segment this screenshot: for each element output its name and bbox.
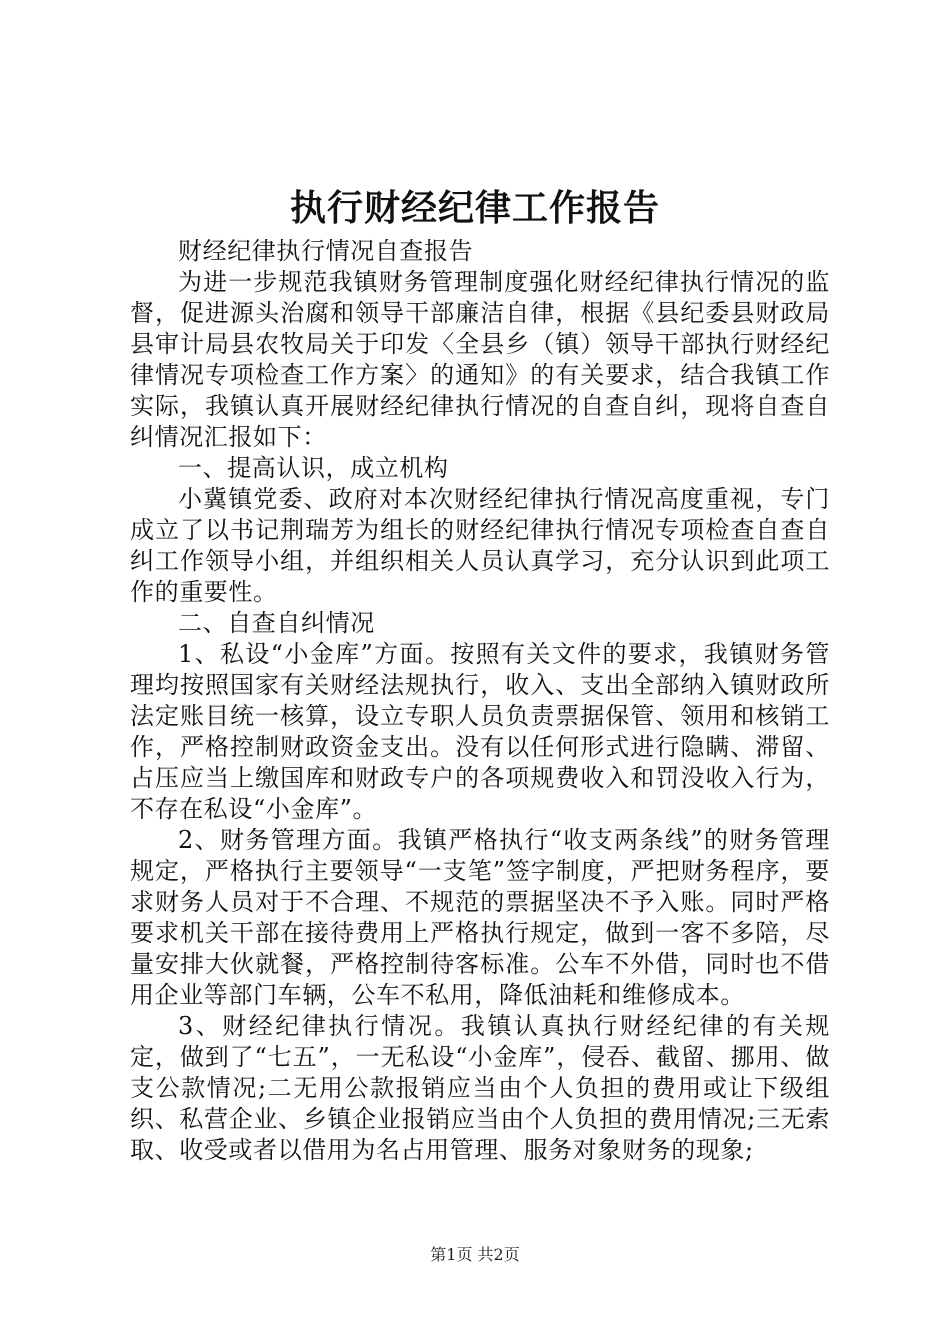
paragraph-item-3: 3、财经纪律执行情况。我镇认真执行财经纪律的有关规定，做到了“七五”，一无私设“小金库”，侵吞、截留、挪用、做支公款情况;二无用公款报销应当由个人负担的费用或让下级组织、私营企业、乡镇企业报销应当由个人负担的费用情况;三无索取、收受或者以借用为名占用管理、服务对象财务的现象; <box>130 1012 830 1164</box>
paragraph-subtitle: 财经纪律执行情况自查报告 <box>178 237 474 265</box>
document-title: 执行财经纪律工作报告 <box>289 187 660 229</box>
paragraph-section-1: 小冀镇党委、政府对本次财经纪律执行情况高度重视，专门成立了以书记荆瑞芳为组长的财经纪律执行情况专项检查自查自纠工作领导小组，并组织相关人员认真学习，充分认识到此项工作的重要性。 <box>130 485 830 606</box>
page-number-footer: 第1页 共2页 <box>430 1245 520 1264</box>
paragraph-intro: 为进一步规范我镇财务管理制度强化财经纪律执行情况的监督，促进源头治腐和领导干部廉洁自律，根据《县纪委县财政局县审计局县农牧局关于印发〈全县乡（镇）领导干部执行财经纪律情况专项检查工作方案〉的通知》的有关要求，结合我镇工作实际，我镇认真开展财经纪律执行情况的自查自纠，现将自查自纠情况汇报如下： <box>130 268 830 451</box>
paragraph-item-2: 2、财务管理方面。我镇严格执行“收支两条线”的财务管理规定，严格执行主要领导“一支笔”签字制度，严把财务程序，要求财务人员对于不合理、不规范的票据坚决不予入账。同时严格要求机关干部在接待费用上严格执行规定，做到一客不多陪，尽量安排大伙就餐，严格控制待客标准。公车不外借，同时也不借用企业等部门车辆，公车不私用，降低油耗和维修成本。 <box>130 826 830 1009</box>
paragraph-item-1: 1、私设“小金库”方面。按照有关文件的要求，我镇财务管理均按照国家有关财经法规执行，收入、支出全部纳入镇财政所法定账目统一核算，设立专职人员负责票据保管、领用和核销工作，严格控制财政资金支出。没有以任何形式进行隐瞒、滞留、占压应当上缴国库和财政专户的各项规费收入和罚没收入行为，不存在私设“小金库”。 <box>130 640 830 823</box>
section-heading-1: 一、提高认识，成立机构 <box>178 454 449 482</box>
document-body <box>130 236 830 1166</box>
section-heading-2: 二、自查自纠情况 <box>178 609 375 637</box>
